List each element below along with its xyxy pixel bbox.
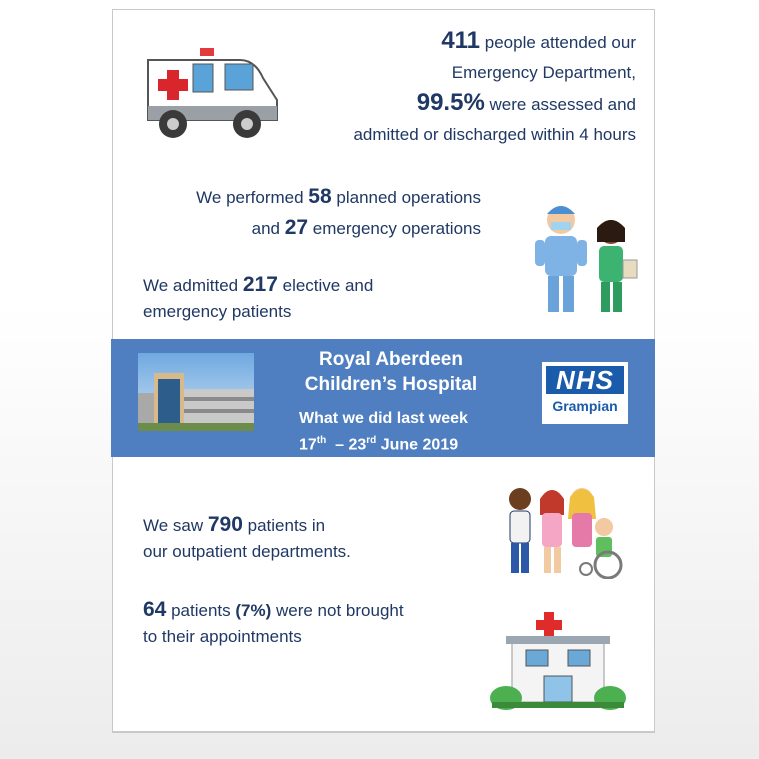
hospital-name: Royal Aberdeen Children’s Hospital [304,349,478,395]
operations-stats: We performed 58 planned operations and 27 emergency operations [196,185,481,239]
ed-percentage: 99.5% [416,89,485,116]
ed-stats: 411 people attended our Emergency Department, 99.5% were assessed and admitted or discharged within 4 hours [353,27,636,144]
planned-operations-count: 58 [308,185,332,208]
outpatients-stats: We saw 790 patients in our outpatient departments. [143,513,351,561]
emergency-operations-count: 27 [284,216,309,239]
admissions-count: 217 [242,273,278,296]
admissions-stats: We admitted 217 elective and emergency patients [143,273,374,321]
nhs-grampian-logo: NHS Grampian [542,362,628,424]
dna-percentage: (7%) [235,601,272,620]
dna-stats: 64 patients (7%) were not brought to their appointments [143,598,404,646]
dna-count: 64 [143,598,167,621]
ed-count: 411 [441,27,481,54]
ambulance-icon [145,48,285,140]
hospital-banner [111,339,655,457]
outpatients-count: 790 [207,513,243,536]
medical-staff-icon [531,198,641,318]
banner-subtitle: What we did last week [299,410,468,427]
banner-dates: 17th – 23rd June 2019 [299,435,459,454]
hospital-photo [138,353,254,431]
